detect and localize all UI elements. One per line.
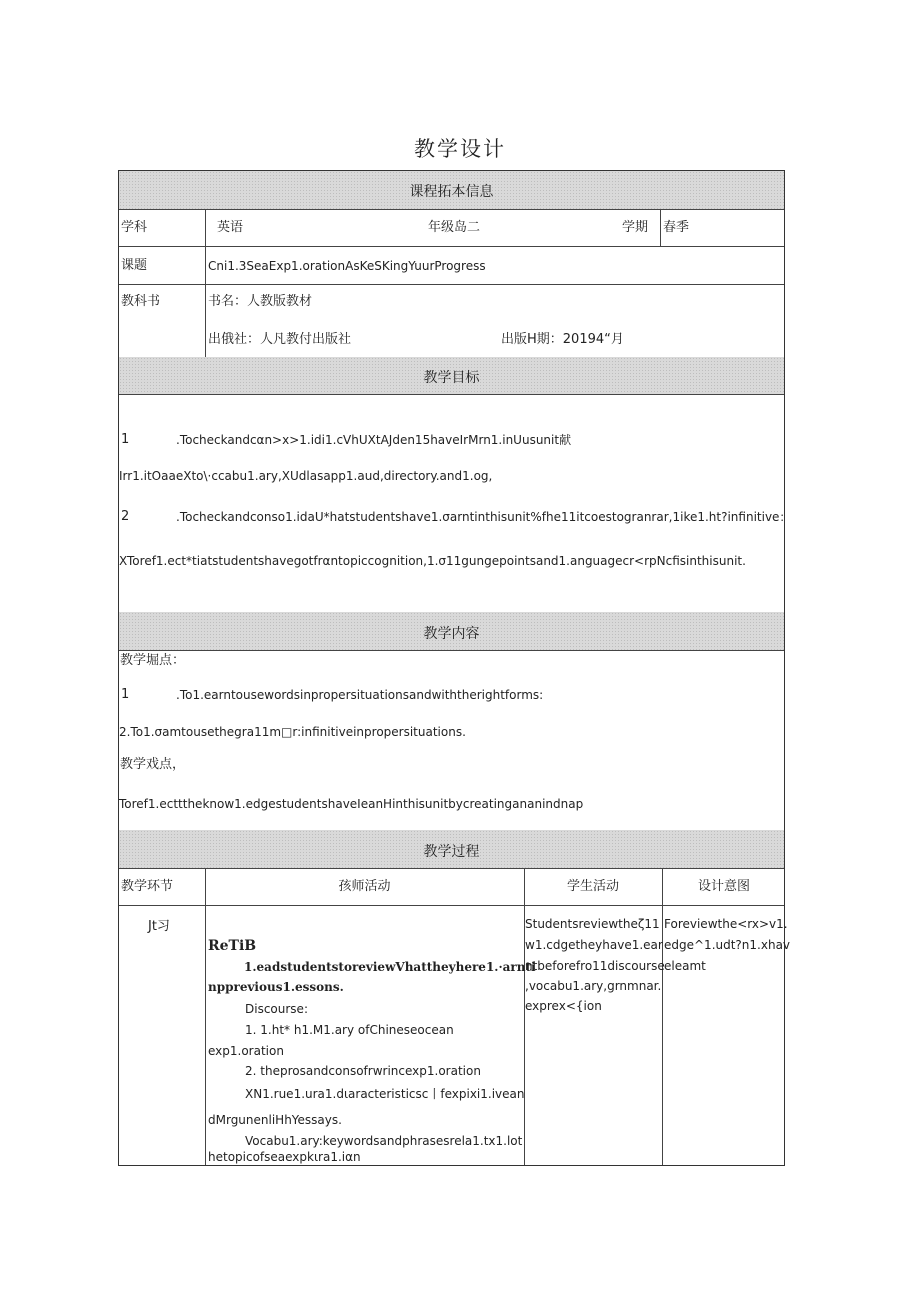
topic-label: 课题 (121, 258, 148, 273)
textbook-publisher: 出俄社：人凡教付出版社 (208, 332, 352, 347)
student-activity-line-4: ,vocabu1.ary,grnmnar. (525, 979, 662, 993)
process-header-student: 学生活动 (566, 879, 619, 894)
student-activity-line-3: ntbeforefro11discourse (525, 959, 665, 973)
key-point-1-text: .To1.earntousewordsinpropersituationsandwiththerightforms: (176, 688, 544, 702)
discourse-item-1-line-1: 1. 1.ht* h1.M1.ary ofChineseocean (245, 1023, 454, 1037)
section-band-basic-info (119, 171, 784, 209)
objective-2-line-1: .Tocheckandconso1.idaU*hatstudentshave1.σarntinthisunit%fhe11itcoestogranrar,1ike1.ht?infinitive： (176, 510, 792, 524)
key-point-2-text: 2.To1.σamtousethegra11m□r:infinitiveinpropersituations. (119, 725, 466, 739)
section-band-content (119, 612, 784, 650)
process-header-intent: 设计意图 (697, 879, 750, 894)
vocabulary-line-2: hetopicofseaexpkιra1.iαn (208, 1150, 361, 1164)
teacher-step-line-2: npprevious1.essons. (208, 980, 344, 994)
topic-value: Cni1.3SeaExp1.orationAsKeSKingYuurProgress (208, 259, 486, 273)
key-point-1-number: 1 (121, 687, 130, 702)
discourse-item-1-line-2: exp1.oration (208, 1044, 284, 1058)
discourse-item-2: 2. theprosandconsofrwrincexp1.oration (245, 1064, 481, 1078)
textbook-publish-date: 出版H期：20194“月 (501, 332, 624, 347)
student-activity-line-1: Studentsreviewtheζ11 (525, 917, 660, 931)
design-intent-line-3: eleamt (664, 959, 706, 973)
difficult-points-label: 教学戏点， (120, 757, 186, 772)
discourse-label: Discourse: (245, 1002, 308, 1016)
section-title-objectives: 教学目标 (423, 370, 480, 386)
section-title-basic-info: 课程拓本信息 (409, 184, 494, 200)
process-header-stage: 教学环节 (121, 879, 174, 894)
objective-2-number: 2 (121, 509, 130, 524)
grade-value: 年级岛二 (428, 220, 481, 235)
objective-1-line-1: .Tocheckandcαn>x>1.idi1.cVhUXtAJden15haveIrMrn1.inUusunit献 (176, 433, 572, 447)
design-intent-line-2: edge^1.udt?n1.xhav (664, 938, 791, 952)
design-intent-line-1: Foreviewthe<rx>v1. (664, 917, 788, 931)
textbook-name: 书名：人教版教材 (208, 294, 313, 309)
textbook-label: 教科书 (121, 294, 161, 309)
term-label: 学期 (622, 220, 649, 235)
objective-1-line-2: Irr1.itOaaeXto\·ccabu1.ary,XUdlasapp1.aud,directory.and1.og, (119, 469, 493, 483)
objective-2-line-2: XToref1.ect*tiatstudentshavegotfrαntopiccognition,1.σ11gungepointsand1.anguagecr<rpNcfisinthisunit. (119, 554, 746, 568)
section-title-process: 教学过程 (423, 844, 480, 860)
student-activity-line-5: exprex<{ion (525, 999, 602, 1013)
process-header-teacher: 孩师活动 (338, 879, 391, 894)
difficult-point-text: Toref1.ectttheknow1.edgestudentshaveIeanHinthisunitbycreatingananindnap (119, 797, 584, 811)
vocabulary-line-1: Vocabu1.ary:keywordsandphrasesrela1.tx1.lot (245, 1134, 523, 1148)
teacher-activity-title: ReTiB (208, 938, 257, 954)
objective-1-number: 1 (121, 432, 130, 447)
lesson-plan-table (118, 170, 792, 1166)
discourse-item-3-line-1: XN1.rue1.ura1.dιaracteristicsc丨fexpixi1.ivean (245, 1087, 525, 1101)
discourse-item-3-line-2: dMrgunenliHhYessays. (208, 1113, 342, 1127)
term-value: 春季 (663, 220, 690, 235)
section-title-content: 教学内容 (423, 626, 480, 642)
student-activity-line-2: w1.cdgetheyhave1.ear (525, 938, 663, 952)
process-stage: Jt习 (148, 919, 170, 934)
subject-label: 学科 (121, 220, 148, 235)
key-points-label: 教学堀点： (120, 653, 186, 668)
teacher-step-line-1: 1.eadstudentstoreviewVhattheyhere1.·arnti (244, 960, 536, 974)
section-band-process (119, 830, 784, 868)
section-band-objectives (119, 357, 784, 394)
document-title: 教学设计 (414, 137, 506, 161)
subject-value: 英语 (217, 220, 244, 235)
